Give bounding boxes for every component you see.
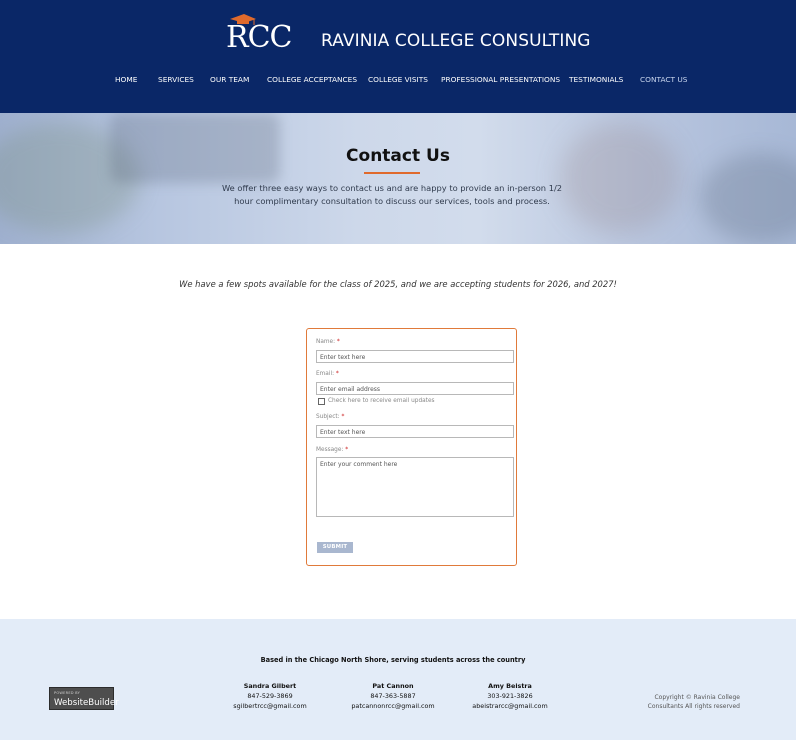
website-builder-badge[interactable] xyxy=(49,687,119,710)
email-updates-label: Check here to receive email updates xyxy=(328,398,435,404)
nav-contact-us[interactable]: CONTACT US xyxy=(640,75,688,84)
availability-notice: We have a few spots available for the class of 2025, and we are accepting students for 2026, and 2027! xyxy=(179,279,617,289)
contact-phone[interactable]: 847-363-5887 xyxy=(370,692,416,700)
nav-our-team[interactable]: OUR TEAM xyxy=(210,75,250,84)
email-label: Email: * xyxy=(316,371,339,377)
contact-email[interactable]: abeistrarcc@gmail.com xyxy=(472,702,548,710)
contact-name: Pat Cannon xyxy=(372,682,414,690)
email-updates-checkbox[interactable] xyxy=(318,398,325,405)
main-nav xyxy=(0,75,796,87)
subject-field[interactable]: Enter text here xyxy=(316,425,514,438)
footer-tagline: Based in the Chicago North Shore, serving students across the country xyxy=(260,656,526,664)
email-field[interactable]: Enter email address xyxy=(316,382,514,395)
hero-banner xyxy=(0,113,796,244)
logo-text: RCC xyxy=(226,20,292,55)
message-field[interactable]: Enter your comment here xyxy=(316,457,514,517)
site-header xyxy=(0,0,796,113)
contact-pat-cannon xyxy=(333,681,453,711)
name-field[interactable]: Enter text here xyxy=(316,350,514,363)
copyright-line-1: Copyright © Ravinia College xyxy=(654,694,740,701)
nav-college-visits[interactable]: COLLEGE VISITS xyxy=(368,75,428,84)
name-label: Name: * xyxy=(316,339,340,345)
contact-name: Amy Beistra xyxy=(488,682,532,690)
contact-sandra-gilbert xyxy=(210,681,330,711)
site-title[interactable]: RAVINIA COLLEGE CONSULTING xyxy=(321,31,591,51)
rcc-logo[interactable] xyxy=(224,14,304,58)
hero-background-shadow xyxy=(700,153,796,243)
title-underline xyxy=(364,172,420,174)
contact-amy-beistra xyxy=(450,681,570,711)
site-footer xyxy=(0,619,796,740)
badge-brand: WebsiteBuilder xyxy=(54,698,119,708)
contact-phone[interactable]: 847-529-3869 xyxy=(247,692,293,700)
subject-label: Subject: * xyxy=(316,414,345,420)
nav-services[interactable]: SERVICES xyxy=(158,75,194,84)
hero-description: We offer three easy ways to contact us and are happy to provide an in-person 1/2 hour complimentary consultation to discuss our services, tools and process. xyxy=(221,183,563,206)
copyright xyxy=(640,693,740,711)
contact-phone[interactable]: 303-921-3826 xyxy=(487,692,533,700)
contact-email[interactable]: patcannonrcc@gmail.com xyxy=(351,702,435,710)
message-label: Message: * xyxy=(316,447,349,453)
page-title: Contact Us xyxy=(346,146,450,166)
hero-background-person xyxy=(560,123,680,233)
submit-button[interactable]: SUBMIT xyxy=(317,542,353,553)
nav-testimonials[interactable]: TESTIMONIALS xyxy=(569,75,624,84)
nav-home[interactable]: HOME xyxy=(115,75,138,84)
nav-college-acceptances[interactable]: COLLEGE ACCEPTANCES xyxy=(267,75,358,84)
contact-form xyxy=(306,328,517,566)
contact-email[interactable]: sgilbertrcc@gmail.com xyxy=(233,702,307,710)
nav-professional-presentations[interactable]: PROFESSIONAL PRESENTATIONS xyxy=(441,75,561,84)
contact-name: Sandra Gilbert xyxy=(243,682,297,690)
copyright-line-2: Consultants All rights reserved xyxy=(647,703,740,710)
badge-powered-by: POWERED BY xyxy=(54,691,80,695)
